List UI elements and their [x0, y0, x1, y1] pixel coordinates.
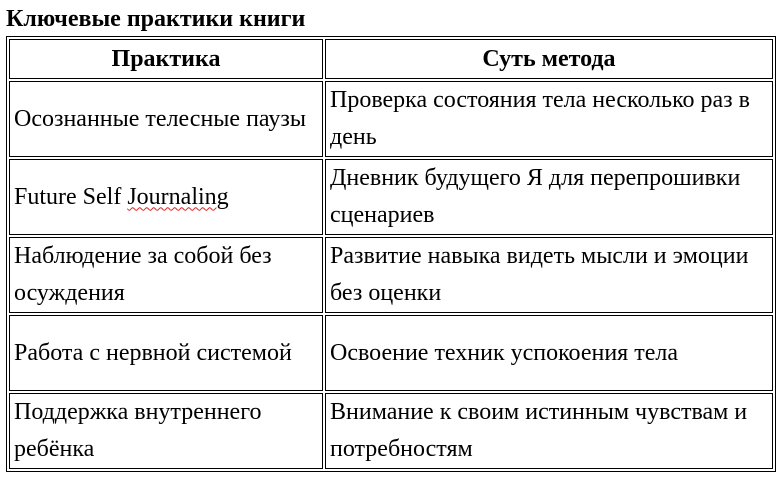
essence-cell: Проверка состояния тела несколько раз в день: [325, 81, 773, 157]
practice-cell: Поддержка внутреннего ребёнка: [9, 393, 323, 469]
practice-cell: Осознанные телесные паузы: [9, 81, 323, 157]
table-row: [9, 159, 773, 235]
practice-text: Future Self: [14, 183, 128, 210]
table-row: [9, 237, 773, 313]
spellcheck-flagged-word[interactable]: Journaling: [127, 183, 229, 210]
document-title: Ключевые практики книги: [6, 6, 306, 32]
table-row: [9, 81, 773, 157]
practice-cell: [9, 159, 323, 235]
table-header-row: [9, 39, 773, 79]
practice-cell: Наблюдение за собой без осуждения: [9, 237, 323, 313]
practice-cell: Работа с нервной системой: [9, 315, 323, 391]
column-header-practice: Практика: [9, 39, 323, 79]
essence-cell: Освоение техник успокоения тела: [325, 315, 773, 391]
essence-cell: Внимание к своим истинным чувствам и потребностям: [325, 393, 773, 469]
table-row: [9, 393, 773, 469]
table-row: [9, 315, 773, 391]
practices-table: [6, 36, 776, 472]
essence-cell: Развитие навыка видеть мысли и эмоции без оценки: [325, 237, 773, 313]
column-header-essence: Суть метода: [325, 39, 773, 79]
essence-cell: Дневник будущего Я для перепрошивки сценариев: [325, 159, 773, 235]
